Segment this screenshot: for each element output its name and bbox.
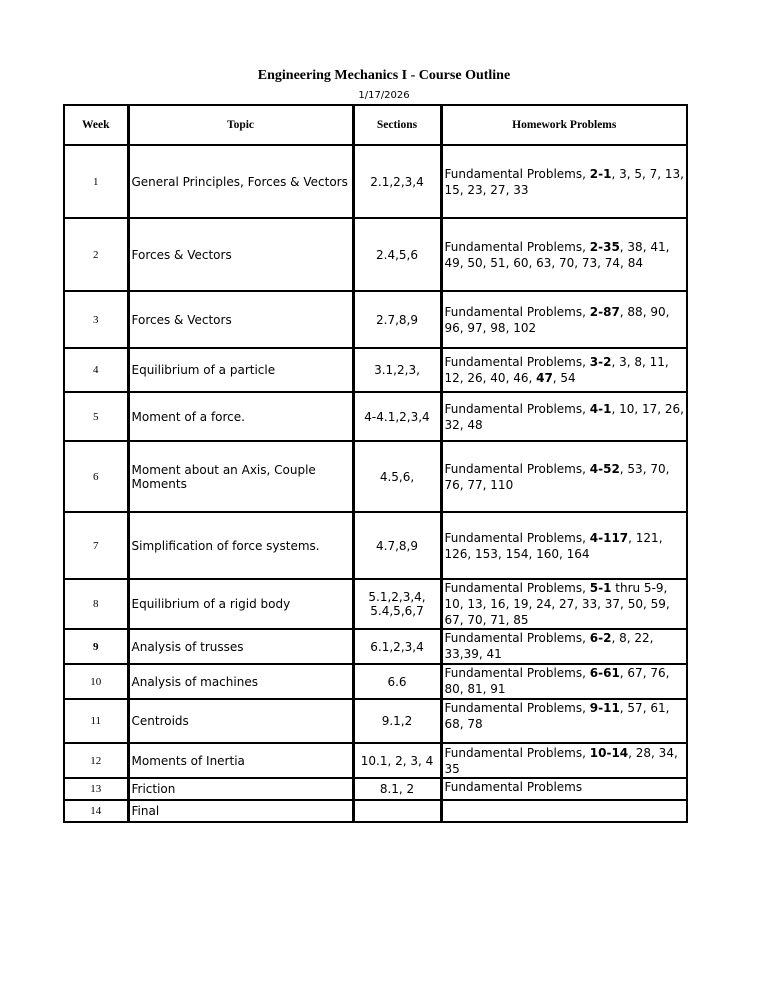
homework-start: 3-2 — [589, 355, 612, 369]
sections-cell: 9.1,2 — [353, 699, 441, 743]
homework-prefix: Fundamental Problems, — [444, 530, 590, 545]
homework-rest: , 67, 76, 80, 81, 91 — [444, 666, 670, 696]
table-row — [64, 699, 687, 743]
homework-rest: , 38, 41, 49, 50, 51, 60, 63, 70, 73, 74, 84 — [444, 239, 670, 270]
homework-rest: , 10, 17, 26, 32, 48 — [444, 401, 684, 432]
table-row — [64, 512, 687, 579]
homework-prefix: Fundamental Problems, — [444, 166, 590, 181]
course-outline-table — [63, 104, 688, 823]
topic-cell: Equilibrium of a particle — [128, 348, 353, 392]
sections-cell: 5.1,2,3,4, 5.4,5,6,7 — [353, 579, 441, 629]
sections-cell: 6.6 — [353, 664, 441, 699]
homework-cell — [441, 512, 687, 579]
week-cell: 14 — [64, 800, 128, 822]
homework-prefix: Fundamental Problems, — [444, 701, 590, 715]
homework-cell — [441, 664, 687, 699]
week-cell: 7 — [64, 512, 128, 579]
topic-cell: Centroids — [128, 699, 353, 743]
topic-cell: Analysis of machines — [128, 664, 353, 699]
homework-start: 4-52 — [589, 461, 620, 476]
table-row — [64, 664, 687, 699]
homework-rest: , 8, 22, 33,39, 41 — [444, 631, 654, 661]
homework-prefix: Fundamental Problems, — [444, 239, 590, 254]
homework-prefix: Fundamental Problems, — [444, 461, 590, 476]
homework-rest: , 121, 126, 153, 154, 160, 164 — [444, 530, 663, 561]
week-cell: 2 — [64, 218, 128, 291]
homework-cell — [441, 348, 687, 392]
homework-rest: , 28, 34, 35 — [444, 745, 678, 776]
homework-start: 9-11 — [589, 701, 620, 715]
page-title: Engineering Mechanics I - Course Outline — [257, 68, 511, 83]
header-homework: Homework Problems — [441, 105, 687, 145]
sections-cell — [353, 800, 441, 822]
week-cell: 9 — [64, 629, 128, 664]
homework-cell — [441, 145, 687, 218]
homework-rest: , 54 — [552, 371, 576, 385]
topic-cell: Equilibrium of a rigid body — [128, 579, 353, 629]
homework-start: 10-14 — [589, 745, 629, 760]
topic-cell: Friction — [128, 778, 353, 800]
sections-cell: 4-4.1,2,3,4 — [353, 392, 441, 441]
homework-start: 2-1 — [589, 166, 612, 181]
homework-cell — [441, 778, 687, 800]
outline-date: 1/17/2026 — [358, 90, 410, 101]
table-row — [64, 392, 687, 441]
table-row — [64, 145, 687, 218]
week-cell: 10 — [64, 664, 128, 699]
homework-rest: , 3, 5, 7, 13, 15, 23, 27, 33 — [444, 166, 684, 197]
table-row — [64, 743, 687, 778]
homework-cell — [441, 579, 687, 629]
homework-cell — [441, 743, 687, 778]
homework-rest: , 3, 8, 11, 12, 26, 40, 46, — [444, 355, 669, 385]
homework-cell — [441, 441, 687, 512]
sections-cell: 2.1,2,3,4 — [353, 145, 441, 218]
homework-prefix: Fundamental Problems, — [444, 581, 590, 595]
sections-cell: 6.1,2,3,4 — [353, 629, 441, 664]
topic-cell: Moments of Inertia — [128, 743, 353, 778]
table-row — [64, 348, 687, 392]
week-cell: 5 — [64, 392, 128, 441]
homework-rest: , 53, 70, 76, 77, 110 — [444, 461, 670, 492]
header-topic: Topic — [128, 105, 353, 145]
topic-cell: Moment about an Axis, Couple Moments — [128, 441, 353, 512]
homework-prefix: Fundamental Problems, — [444, 401, 590, 416]
homework-cell — [441, 392, 687, 441]
homework-prefix: Fundamental Problems, — [444, 304, 590, 319]
homework-start: 6-61 — [589, 666, 620, 680]
homework-cell — [441, 291, 687, 348]
topic-cell: Simplification of force systems. — [128, 512, 353, 579]
homework-emphasis: 47 — [536, 371, 553, 385]
homework-start: 6-2 — [589, 631, 612, 645]
week-cell: 12 — [64, 743, 128, 778]
table-row — [64, 218, 687, 291]
sections-cell: 4.5,6, — [353, 441, 441, 512]
table-row — [64, 629, 687, 664]
header-row — [64, 105, 687, 145]
homework-prefix: Fundamental Problems, — [444, 745, 590, 760]
homework-start: 5-1 — [589, 581, 612, 595]
homework-prefix: Fundamental Problems, — [444, 666, 590, 680]
homework-rest: , 88, 90, 96, 97, 98, 102 — [444, 304, 670, 335]
homework-start: 4-117 — [589, 530, 629, 545]
homework-start: 4-1 — [589, 401, 612, 416]
topic-cell: Final — [128, 800, 353, 822]
week-cell: 8 — [64, 579, 128, 629]
table-row — [64, 800, 687, 822]
homework-prefix: Fundamental Problems, — [444, 631, 590, 645]
sections-cell: 3.1,2,3, — [353, 348, 441, 392]
topic-cell: General Principles, Forces & Vectors — [128, 145, 353, 218]
homework-cell — [441, 699, 687, 743]
sections-cell: 10.1, 2, 3, 4 — [353, 743, 441, 778]
table-row — [64, 441, 687, 512]
homework-rest: , 57, 61, 68, 78 — [444, 701, 670, 731]
topic-cell: Forces & Vectors — [128, 218, 353, 291]
week-cell: 11 — [64, 699, 128, 743]
table-row — [64, 778, 687, 800]
sections-cell: 2.4,5,6 — [353, 218, 441, 291]
week-cell: 3 — [64, 291, 128, 348]
homework-cell — [441, 218, 687, 291]
homework-prefix: Fundamental Problems, — [444, 355, 590, 369]
homework-prefix: Fundamental Problems — [444, 780, 583, 794]
topic-cell: Analysis of trusses — [128, 629, 353, 664]
week-cell: 13 — [64, 778, 128, 800]
homework-rest: thru 5-9, 10, 13, 16, 19, 24, 27, 33, 37, 50, 59, 67, 70, 71, 85 — [444, 581, 670, 627]
topic-cell: Moment of a force. — [128, 392, 353, 441]
header-week: Week — [64, 105, 128, 145]
homework-start: 2-35 — [589, 239, 620, 254]
header-sections: Sections — [353, 105, 441, 145]
table-row — [64, 579, 687, 629]
week-cell: 4 — [64, 348, 128, 392]
week-cell: 6 — [64, 441, 128, 512]
homework-cell — [441, 629, 687, 664]
week-cell: 1 — [64, 145, 128, 218]
table-row — [64, 291, 687, 348]
sections-cell: 8.1, 2 — [353, 778, 441, 800]
homework-start: 2-87 — [589, 304, 620, 319]
topic-cell: Forces & Vectors — [128, 291, 353, 348]
sections-cell: 2.7,8,9 — [353, 291, 441, 348]
homework-cell — [441, 800, 687, 822]
sections-cell: 4.7,8,9 — [353, 512, 441, 579]
